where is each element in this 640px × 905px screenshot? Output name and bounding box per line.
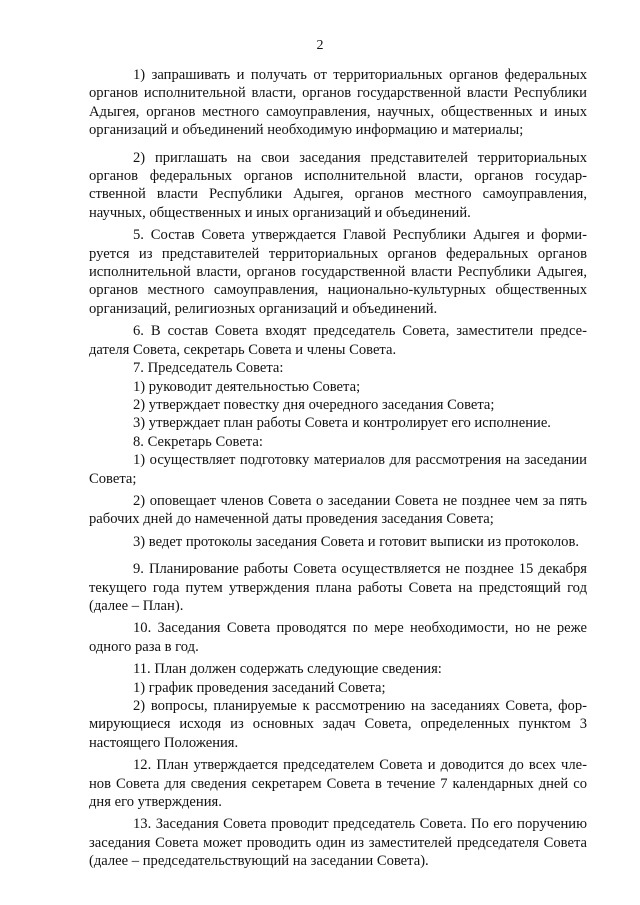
paragraph-13: 13. Заседания Совета проводит председатель Совета. По его поручению заседания Совета может проводить один из заместителей председателя Совета (далее – председательствующий на заседании Совета). [89, 816, 587, 870]
paragraph-7: 7. Председатель Совета: [133, 360, 284, 377]
paragraph-6: 6. В состав Совета входят председатель Совета, заместители председателя Совета, секретарь Совета и члены Совета. [89, 323, 587, 358]
page-number: 2 [316, 38, 324, 53]
paragraph-8-1: 1) осуществляет подготовку материалов для рассмотрения на заседании Совета; [89, 452, 587, 487]
paragraph-1-1: 1) запрашивать и получать от территориальных органов федеральных органов исполнительной власти, органов государственной власти Республики Адыгея, органов местного самоуправления, научных, общественных и иных организаций и объединений необходимую информацию и материалы; [89, 67, 587, 139]
paragraph-8-2: 2) оповещает членов Совета о заседании Совета не позднее чем за пять рабочих дней до намеченной даты проведения заседания Совета; [89, 492, 587, 528]
paragraph-8: 8. Секретарь Совета: [133, 433, 263, 450]
paragraph-9: 9. Планирование работы Совета осуществляется не позднее 15 декабря текущего года путем утверждения плана работы Совета на предстоящий год (далее – План). [89, 561, 587, 614]
paragraph-7-3: 3) утверждает план работы Совета и контролирует его исполнение. [133, 415, 551, 432]
paragraph-1-2: 2) приглашать на свои заседания представителей территориальных органов федеральных органов исполнительной власти, органов государственной власти Республики Адыгея, органов местного самоуправления, научных, общественных и иных организаций и объединений. [89, 149, 587, 221]
paragraph-7-1: 1) руководит деятельностью Совета; [133, 378, 361, 395]
paragraph-5: 5. Состав Совета утверждается Главой Республики Адыгея и формируется из представителей территориальных органов федеральных органов исполнительной власти, органов государственной власти Республики Адыгея, органов местного самоуправления, национально-культурных общественных организаций, религиозных организаций и объединений. [89, 227, 587, 317]
paragraph-10: 10. Заседания Совета проводятся по мере необходимости, но не реже одного раза в год. [89, 620, 587, 655]
paragraph-11-1: 1) график проведения заседаний Совета; [133, 679, 386, 696]
paragraph-12: 12. План утверждается председателем Совета и доводится до всех членов Совета для сведения секретарем Совета в течение 7 календарных дней со дня его утверждения. [89, 757, 587, 811]
paragraph-11-2: 2) вопросы, планируемые к рассмотрению на заседаниях Совета, формирующиеся исходя из основных задач Совета, определенных пунктом 3 настоящего Положения. [89, 698, 587, 751]
document-body [89, 66, 587, 871]
paragraph-8-3: 3) ведет протоколы заседания Совета и готовит выписки из протоколов. [133, 533, 579, 550]
paragraph-7-2: 2) утверждает повестку дня очередного заседания Совета; [133, 396, 495, 413]
paragraph-11: 11. План должен содержать следующие сведения: [133, 661, 442, 678]
